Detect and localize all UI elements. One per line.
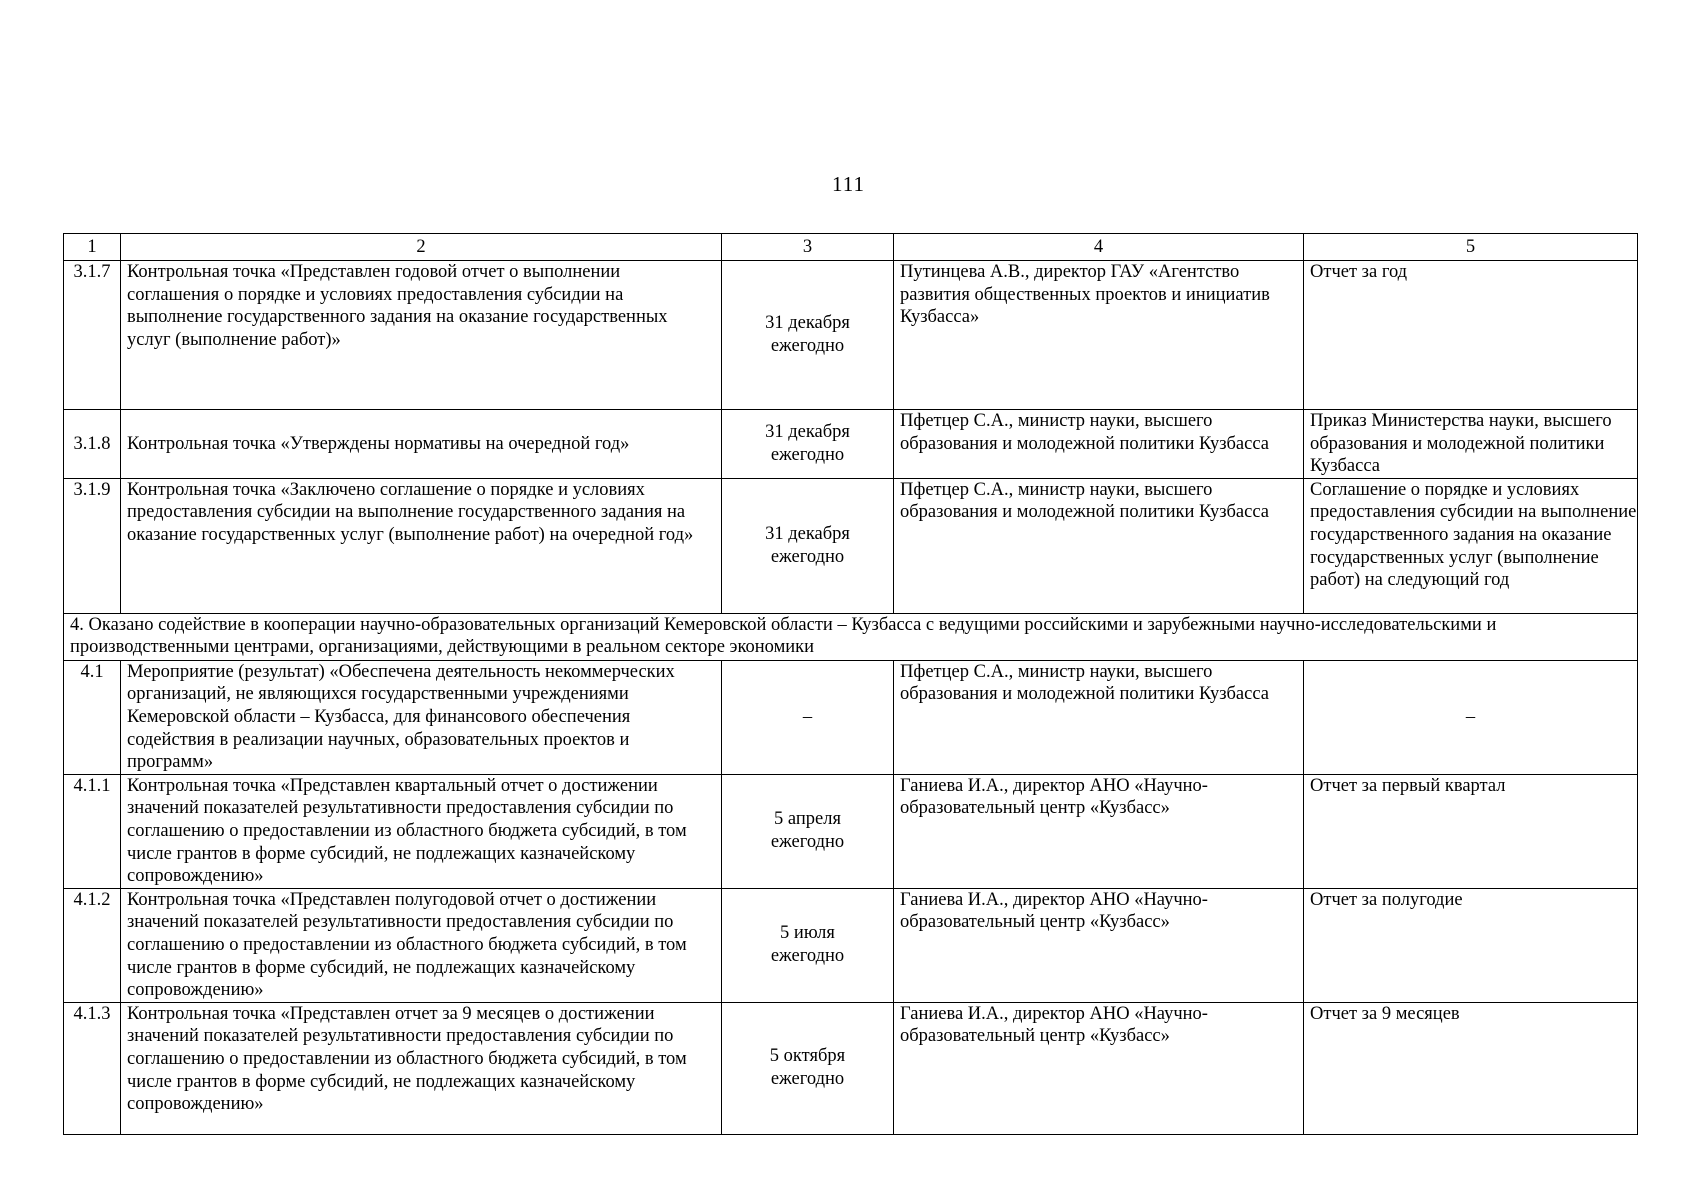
row-deadline [722,888,894,1002]
column-header: 1 [64,234,121,261]
table-row [64,888,1638,1002]
row-number: 4.1.2 [64,888,121,1002]
table-row [64,774,1638,888]
deadline-frequency: ежегодно [770,336,845,356]
row-deadline [722,1002,894,1134]
row-description: Контрольная точка «Утверждены нормативы на очередной год» [121,410,722,479]
table-header-row [64,234,1638,261]
deadline-frequency: ежегодно [770,444,845,465]
deadline-date: 31 декабря [765,523,850,544]
column-header: 4 [894,234,1304,261]
deadline-date: 31 декабря [765,313,850,333]
row-number: 4.1.3 [64,1002,121,1134]
row-description: Контрольная точка «Представлен отчет за 9 месяцев о достижении значений показателей результативности предоставления субсидии по соглашению о предоставлении из областного бюджета субсидий, в том числе грантов в форме субсидий, не подлежащих казначейскому сопровождению» [121,1002,722,1134]
column-header: 2 [121,234,722,261]
row-deadline [722,660,894,774]
row-description: Контрольная точка «Заключено соглашение о порядке и условиях предоставления субсидии на выполнение государственного задания на оказание государственных услуг (выполнение работ) на очередной год» [121,478,722,613]
row-description: Контрольная точка «Представлен годовой отчет о выполнении соглашения о порядке и условиях предоставления субсидии на выполнение государственного задания на оказание государственных услуг (выполнение работ)» [121,261,722,410]
row-deadline [722,261,894,410]
row-deadline [722,478,894,613]
row-result: Отчет за 9 месяцев [1304,1002,1638,1134]
row-deadline [722,410,894,479]
row-result: Приказ Министерства науки, высшего образования и молодежной политики Кузбасса [1304,410,1638,479]
deadline-frequency: ежегодно [770,946,845,967]
row-description: Контрольная точка «Представлен квартальный отчет о достижении значений показателей результативности предоставления субсидии по соглашению о предоставлении из областного бюджета субсидий, в том числе грантов в форме субсидий, не подлежащих казначейскому сопровождению» [121,774,722,888]
table-row [64,410,1638,479]
row-result: Отчет за год [1304,261,1638,410]
table-row [64,478,1638,613]
row-number: 3.1.7 [64,261,121,410]
table-row [64,660,1638,774]
row-number: 4.1.1 [64,774,121,888]
section-heading: 4. Оказано содействие в кооперации научно-образовательных организаций Кемеровской области – Кузбасса с ведущими российскими и зарубежными научно-исследовательскими и производственными центрами, организациями, действующими в реальном секторе экономики [64,613,1638,660]
row-responsible: Пфетцер С.А., министр науки, высшего образования и молодежной политики Кузбасса [894,410,1304,479]
deadline-date: – [802,706,813,727]
row-number: 3.1.9 [64,478,121,613]
section-row [64,613,1638,660]
row-result: Соглашение о порядке и условиях предоставления субсидии на выполнение государственного задания на оказание государственных услуг (выполнение работ) на следующий год [1304,478,1638,613]
row-result: Отчет за полугодие [1304,888,1638,1002]
row-responsible: Пфетцер С.А., министр науки, высшего образования и молодежной политики Кузбасса [894,660,1304,774]
row-number: 3.1.8 [64,410,121,479]
deadline-frequency: ежегодно [770,546,845,567]
row-description: Контрольная точка «Представлен полугодовой отчет о достижении значений показателей результативности предоставления субсидии по соглашению о предоставлении из областного бюджета субсидий, в том числе грантов в форме субсидий, не подлежащих казначейскому сопровождению» [121,888,722,1002]
column-header: 5 [1304,234,1638,261]
page-number: 111 [832,172,865,196]
deadline-frequency: ежегодно [770,832,845,853]
deadline-date: 31 декабря [765,421,850,442]
row-responsible: Путинцева А.В., директор ГАУ «Агентство развития общественных проектов и инициатив Кузбасса» [894,261,1304,410]
row-result: Отчет за первый квартал [1304,774,1638,888]
deadline-date: 5 апреля [774,809,841,830]
plan-table [63,233,1638,1135]
deadline-frequency: ежегодно [770,1069,845,1090]
row-description: Мероприятие (результат) «Обеспечена деятельность некоммерческих организаций, не являющихся государственными учреждениями Кемеровской области – Кузбасса, для финансового обеспечения содействия в реализации научных, образовательных проектов и программ» [121,660,722,774]
row-responsible: Ганиева И.А., директор АНО «Научно-образовательный центр «Кузбасс» [894,1002,1304,1134]
table-row [64,261,1638,410]
column-header: 3 [722,234,894,261]
row-deadline [722,774,894,888]
table-row [64,1002,1638,1134]
row-responsible: Пфетцер С.А., министр науки, высшего образования и молодежной политики Кузбасса [894,478,1304,613]
deadline-date: 5 июля [780,923,835,944]
row-responsible: Ганиева И.А., директор АНО «Научно-образовательный центр «Кузбасс» [894,888,1304,1002]
deadline-date: 5 октября [769,1046,846,1067]
row-result: – [1304,660,1638,774]
row-number: 4.1 [64,660,121,774]
row-responsible: Ганиева И.А., директор АНО «Научно-образовательный центр «Кузбасс» [894,774,1304,888]
